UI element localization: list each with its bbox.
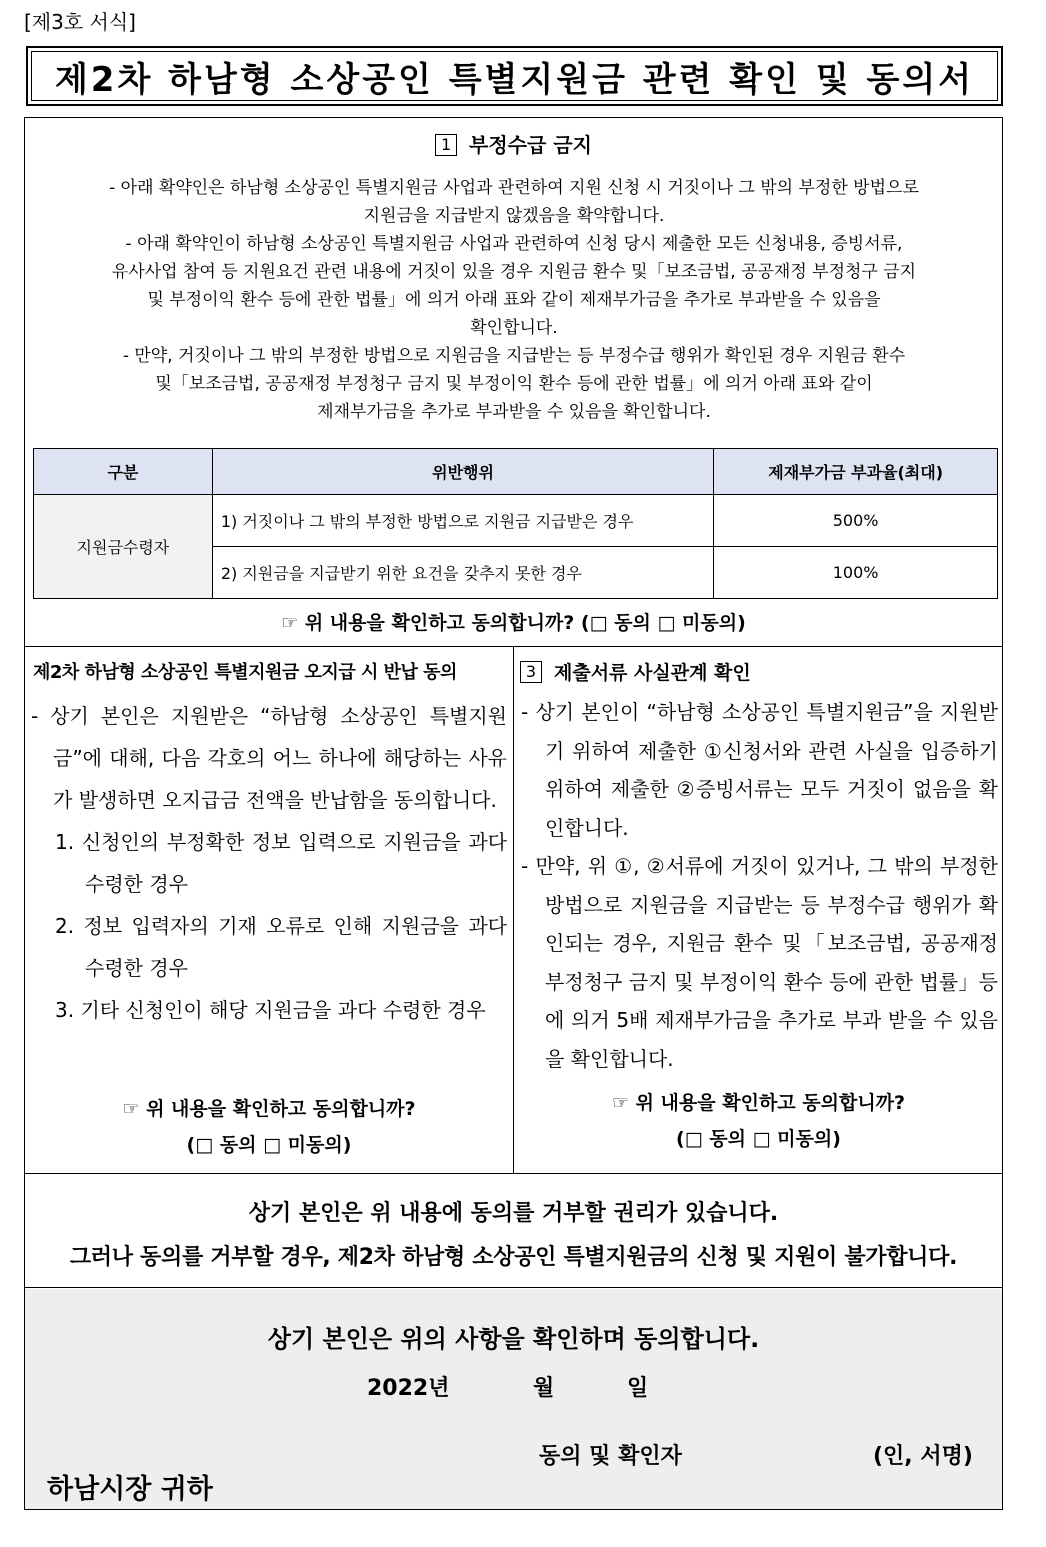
section3-consent-options[interactable]: (□ 동의 □ 미동의) <box>676 1128 841 1150</box>
date-month: 월 <box>533 1376 555 1401</box>
text-line: - 아래 확약인이 하남형 소상공인 특별지원금 사업과 관련하여 신청 당시 제출한 모든 신청내용, 증빙서류, <box>125 234 903 254</box>
section2-consent-question: ☞ 위 내용을 확인하고 동의합니까? <box>122 1098 416 1120</box>
list-item: 1. 신청인의 부정확한 정보 입력으로 지원금을 과다 수령한 경우 <box>55 830 507 896</box>
section2-heading: 제2차 하남형 소상공인 특별지원금 오지급 시 반납 동의 <box>33 662 457 683</box>
section3-consent-question: ☞ 위 내용을 확인하고 동의합니까? <box>611 1092 906 1114</box>
section2-intro: - 상기 본인은 지원받은 “하남형 소상공인 특별지원금”에 대해, 다음 각호의 어느 하나에 해당하는 사유가 발생하면 오지급금 전액을 반납함을 동의합니다. <box>31 704 507 812</box>
title-box <box>26 46 1003 106</box>
violation-cell: 1) 거짓이나 그 밖의 부정한 방법으로 지원금 지급받은 경우 <box>212 495 713 547</box>
signature-section <box>25 1289 1002 1509</box>
date-day: 일 <box>627 1376 649 1401</box>
text-line: 제재부가금을 추가로 부과받을 수 있음을 확인합니다. <box>317 402 711 422</box>
document-title: 제2차 하남형 소상공인 특별지원금 관련 확인 및 동의서 <box>31 51 998 101</box>
main-form <box>24 117 1003 1510</box>
rights-notice <box>25 1173 1002 1288</box>
text-line: 지원금을 지급받지 않겠음을 확약합니다. <box>363 206 665 226</box>
text-line: 확인합니다. <box>470 318 558 338</box>
section1-consent-question[interactable]: ☞ 위 내용을 확인하고 동의합니까? (□ 동의 □ 미동의) <box>281 612 746 634</box>
table-header-row <box>34 449 998 495</box>
section3-heading <box>520 658 751 685</box>
header-penalty-rate: 제재부가금 부과율(최대) <box>714 449 998 495</box>
section3-number: 3 <box>520 661 542 683</box>
header-category: 구분 <box>34 449 213 495</box>
rights-line-1: 상기 본인은 위 내용에 동의를 거부할 권리가 있습니다. <box>248 1201 779 1226</box>
section3-title: 제출서류 사실관계 확인 <box>554 662 751 684</box>
section3-body <box>517 693 998 1078</box>
section1-paragraph-1 <box>31 174 997 230</box>
seal-signature-field[interactable]: (인, 서명) <box>873 1444 973 1469</box>
form-number: [제3호 서식] <box>24 10 136 34</box>
final-agreement-statement: 상기 본인은 위의 사항을 확인하며 동의합니다. <box>267 1325 760 1353</box>
text-line: - 만약, 거짓이나 그 밖의 부정한 방법으로 지원금을 지급받는 등 부정수급 행위가 확인된 경우 지원금 환수 <box>122 346 906 366</box>
penalty-table <box>33 448 998 599</box>
recipient: 하남시장 귀하 <box>47 1474 213 1505</box>
section2-body <box>31 695 507 1031</box>
text-line: 및 부정이익 환수 등에 관한 법률」에 의거 아래 표와 같이 제재부가금을 추가로 부과받을 수 있음을 <box>147 290 881 310</box>
text-line: 유사사업 참여 등 지원요건 관련 내용에 거짓이 있을 경우 지원금 환수 및「보조금법, 공공재정 부정청구 금지 <box>111 262 917 282</box>
section3-paragraph-2: - 만약, 위 ①, ②서류에 거짓이 있거나, 그 밖의 부정한 방법으로 지원금을 지급받는 등 부정수급 행위가 확인되는 경우, 지원금 환수 및「보조금법, 공공재정 부정청구 금지 및 부정이익 환수 등에 관한 법률」등에 의거 5배 제재부가금을 추가로 부과 받을 수 있음을 확인합니다. <box>521 854 998 1071</box>
section1-title: 부정수급 금지 <box>469 133 592 157</box>
list-item: 2. 정보 입력자의 기재 오류로 인해 지원금을 과다 수령한 경우 <box>55 914 507 980</box>
list-item: 3. 기타 신청인이 해당 지원금을 과다 수령한 경우 <box>55 998 486 1022</box>
violation-cell: 2) 지원금을 지급받기 위한 요건을 갖추지 못한 경우 <box>212 547 713 599</box>
text-line: 및「보조금법, 공공재정 부정청구 금지 및 부정이익 환수 등에 관한 법률」에 의거 아래 표와 같이 <box>155 374 873 394</box>
section1-paragraph-2 <box>31 230 997 342</box>
section2-consent-options[interactable]: (□ 동의 □ 미동의) <box>186 1134 352 1156</box>
category-cell: 지원금수령자 <box>34 495 213 599</box>
header-violation: 위반행위 <box>212 449 713 495</box>
section1-heading <box>25 129 1002 158</box>
rate-cell: 500% <box>714 495 998 547</box>
table-row <box>34 495 998 547</box>
rate-cell: 100% <box>714 547 998 599</box>
text-line: - 아래 확약인은 하남형 소상공인 특별지원금 사업과 관련하여 지원 신청 시 거짓이나 그 밖의 부정한 방법으로 <box>109 178 919 198</box>
section3-paragraph-1: - 상기 본인이 “하남형 소상공인 특별지원금”을 지원받기 위하여 제출한 ①신청서와 관련 사실을 입증하기 위하여 제출한 ②증빙서류는 모두 거짓이 없음을 확인합니다. <box>521 700 998 840</box>
rights-line-2: 그러나 동의를 거부할 경우, 제2차 하남형 소상공인 특별지원금의 신청 및 지원이 불가합니다. <box>69 1245 958 1270</box>
section1-number: 1 <box>435 134 457 156</box>
date-year: 2022년 <box>367 1376 450 1401</box>
signer-label: 동의 및 확인자 <box>539 1444 682 1469</box>
section1-paragraph-3 <box>31 342 997 426</box>
